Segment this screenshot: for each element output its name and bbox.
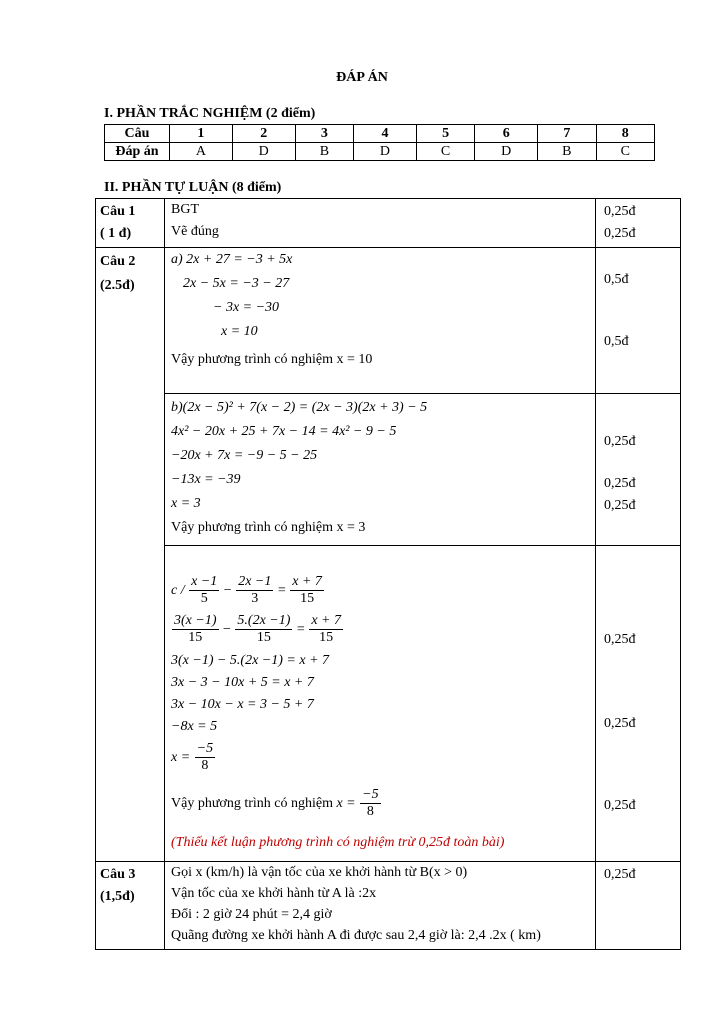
question-label: Câu 3 xyxy=(100,867,136,882)
question-2c-scores xyxy=(596,546,681,862)
fraction: $\frac{-5}{8}$ xyxy=(362,787,379,820)
question-2b-scores xyxy=(596,394,681,546)
part-prefix: c / xyxy=(171,583,185,598)
score: 0,25đ xyxy=(604,226,636,241)
question-2b-content xyxy=(165,394,596,546)
question-2a-scores xyxy=(596,248,681,394)
fraction: $\frac{5.(2x -1)}{15}$ xyxy=(237,613,291,646)
answer-cell: A xyxy=(170,143,233,161)
question-1-content xyxy=(165,199,596,248)
equation-line: −20x + 7x = −9 − 5 − 25 xyxy=(171,448,318,463)
multiple-choice-table xyxy=(104,124,655,161)
question-points: ( 1 đ) xyxy=(100,226,132,241)
question-2b-row xyxy=(96,394,681,546)
question-1-label-cell xyxy=(96,199,165,248)
question-number: 1 xyxy=(170,125,233,143)
answer-line: BGT xyxy=(171,202,199,217)
equation-line: c / $\frac{x -1}{5}$ − $\frac{2x -1}{3}$ = $\frac{x + 7}{15}$ xyxy=(171,574,322,607)
question-number: 4 xyxy=(354,125,417,143)
equation-line: $\frac{3(x -1)}{15}$ − $\frac{5.(2x -1)}{15}$ = $\frac{x + 7}{15}$ xyxy=(174,613,341,646)
conclusion: Vậy phương trình có nghiệm x = 10 xyxy=(171,352,373,367)
question-number: 6 xyxy=(475,125,538,143)
question-2c-content xyxy=(165,546,596,862)
section-2-heading: II. PHẦN TỰ LUẬN (8 điểm) xyxy=(104,180,282,195)
question-3-content xyxy=(165,862,596,950)
question-number: 7 xyxy=(538,125,596,143)
question-3-scores xyxy=(596,862,681,950)
question-1-row xyxy=(96,199,681,248)
equation-line: −13x = −39 xyxy=(171,472,241,487)
question-1-scores xyxy=(596,199,681,248)
question-3-label-cell xyxy=(96,862,165,950)
score: 0,25đ xyxy=(604,434,636,449)
score: 0,25đ xyxy=(604,867,636,882)
answer-line: Gọi x (km/h) là vận tốc của xe khởi hành từ B(x > 0) xyxy=(171,865,468,880)
question-2a-row xyxy=(96,248,681,394)
fraction: $\frac{x -1}{5}$ xyxy=(191,574,218,607)
answer-line: Quãng đường xe khởi hành A đi được sau 2,4 giờ là: 2,4 .2x ( km) xyxy=(171,928,541,943)
score: 0,5đ xyxy=(604,272,629,287)
fraction: $\frac{3(x -1)}{15}$ xyxy=(174,613,217,646)
section-1-heading: I. PHẦN TRẮC NGHIỆM (2 điểm) xyxy=(104,106,316,121)
question-2c-row xyxy=(96,546,681,862)
question-label-cell: Câu xyxy=(105,125,170,143)
answer-cell: C xyxy=(596,143,654,161)
question-2-label-cell xyxy=(96,248,165,862)
answer-cell: B xyxy=(538,143,596,161)
answer-cell: C xyxy=(416,143,474,161)
answer-label-cell: Đáp án xyxy=(105,143,170,161)
answer-line: Đổi : 2 giờ 24 phút = 2,4 giờ xyxy=(171,907,332,922)
question-points: (2.5đ) xyxy=(100,278,135,293)
question-points: (1,5đ) xyxy=(100,889,135,904)
score: 0,5đ xyxy=(604,334,629,349)
question-number: 3 xyxy=(295,125,353,143)
answer-line: Vận tốc của xe khởi hành từ A là :2x xyxy=(171,886,377,901)
conclusion: Vậy phương trình có nghiệm x = $\frac{-5}{8}$ xyxy=(171,787,379,820)
question-label: Câu 2 xyxy=(100,254,136,269)
question-2a-content xyxy=(165,248,596,394)
equation-line: b)(2x − 5)² + 7(x − 2) = (2x − 3)(2x + 3) − 5 xyxy=(171,400,428,415)
conclusion: Vậy phương trình có nghiệm x = 3 xyxy=(171,520,366,535)
score: 0,25đ xyxy=(604,798,636,813)
answer-line: Vẽ đúng xyxy=(171,224,219,239)
answer-cell: D xyxy=(232,143,295,161)
equation-line: x = 3 xyxy=(171,496,201,511)
equation-line: x = 10 xyxy=(221,324,258,339)
score: 0,25đ xyxy=(604,716,636,731)
answer-cell: D xyxy=(475,143,538,161)
score: 0,25đ xyxy=(604,498,636,513)
equation-line: a) 2x + 27 = −3 + 5x xyxy=(171,252,293,267)
answer-row xyxy=(105,143,655,161)
fraction: $\frac{-5}{8}$ xyxy=(196,741,214,774)
score: 0,25đ xyxy=(604,476,636,491)
question-row xyxy=(105,125,655,143)
page-title: ĐÁP ÁN xyxy=(336,70,388,85)
score: 0,25đ xyxy=(604,632,636,647)
question-number: 2 xyxy=(232,125,295,143)
fraction: $\frac{x + 7}{15}$ xyxy=(311,613,341,646)
equation-line: 2x − 5x = −3 − 27 xyxy=(183,276,290,291)
question-3-row xyxy=(96,862,681,950)
fraction: $\frac{x + 7}{15}$ xyxy=(292,574,322,607)
equation-line: x = $\frac{-5}{8}$ xyxy=(171,741,214,774)
answer-cell: B xyxy=(295,143,353,161)
question-number: 5 xyxy=(416,125,474,143)
fraction: $\frac{2x -1}{3}$ xyxy=(238,574,272,607)
deduction-note: (Thiếu kết luận phương trình có nghiệm trừ 0,25đ toàn bài) xyxy=(171,835,505,850)
question-number: 8 xyxy=(596,125,654,143)
score: 0,25đ xyxy=(604,204,636,219)
equation-line: − 3x = −30 xyxy=(213,300,280,315)
equation-line: 3x − 3 − 10x + 5 = x + 7 xyxy=(171,675,314,690)
equation-line: 4x² − 20x + 25 + 7x − 14 = 4x² − 9 − 5 xyxy=(171,424,397,439)
answer-cell: D xyxy=(354,143,417,161)
equation-line: −8x = 5 xyxy=(171,719,218,734)
essay-answer-table xyxy=(95,198,681,950)
equation-line: 3x − 10x − x = 3 − 5 + 7 xyxy=(171,697,314,712)
equation-line: 3(x −1) − 5.(2x −1) = x + 7 xyxy=(171,653,330,668)
question-label: Câu 1 xyxy=(100,204,136,219)
